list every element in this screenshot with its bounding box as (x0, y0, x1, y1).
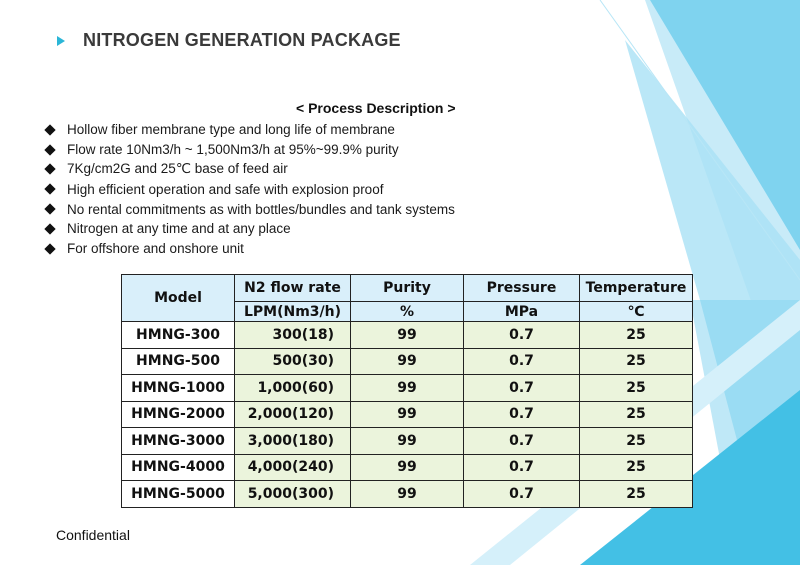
table-row (122, 428, 693, 455)
list-item (42, 179, 455, 199)
cell-temperature: 25 (580, 428, 693, 455)
list-item (42, 120, 455, 140)
cell-purity: 99 (351, 454, 464, 481)
cell-purity: 99 (351, 481, 464, 508)
unit-pressure: MPa (464, 302, 580, 322)
header-model: Model (122, 275, 235, 322)
process-bullet-list (42, 120, 455, 259)
cell-purity: 99 (351, 322, 464, 349)
cell-flow-rate: 300(18) (235, 322, 351, 349)
cell-flow-rate: 4,000(240) (235, 454, 351, 481)
triangle-right-icon (57, 36, 65, 46)
unit-flow-rate: LPM(Nm3/h) (235, 302, 351, 322)
cell-pressure: 0.7 (464, 401, 580, 428)
cell-pressure: 0.7 (464, 375, 580, 402)
cell-model: HMNG-5000 (122, 481, 235, 508)
cell-flow-rate: 1,000(60) (235, 375, 351, 402)
cell-temperature: 25 (580, 322, 693, 349)
cell-model: HMNG-1000 (122, 375, 235, 402)
header-purity: Purity (351, 275, 464, 302)
diamond-icon (44, 164, 55, 175)
cell-temperature: 25 (580, 375, 693, 402)
cell-purity: 99 (351, 375, 464, 402)
table-row (122, 401, 693, 428)
cell-flow-rate: 5,000(300) (235, 481, 351, 508)
cell-pressure: 0.7 (464, 454, 580, 481)
cell-model: HMNG-300 (122, 322, 235, 349)
cell-flow-rate: 3,000(180) (235, 428, 351, 455)
cell-temperature: 25 (580, 454, 693, 481)
bullet-text: High efficient operation and safe with explosion proof (67, 181, 384, 197)
cell-pressure: 0.7 (464, 428, 580, 455)
cell-model: HMNG-4000 (122, 454, 235, 481)
table-row (122, 375, 693, 402)
unit-temperature: ℃ (580, 302, 693, 322)
list-item (42, 160, 455, 180)
bullet-text: For offshore and onshore unit (67, 241, 244, 257)
diamond-icon (44, 124, 55, 135)
confidential-label: Confidential (56, 527, 130, 543)
specs-table (121, 274, 693, 508)
cell-model: HMNG-2000 (122, 401, 235, 428)
list-item (42, 140, 455, 160)
cell-pressure: 0.7 (464, 322, 580, 349)
diamond-icon (44, 184, 55, 195)
cell-purity: 99 (351, 428, 464, 455)
bullet-text: Flow rate 10Nm3/h ~ 1,500Nm3/h at 95%~99.9% purity (67, 142, 399, 158)
list-item (42, 239, 455, 259)
header-flow-rate: N2 flow rate (235, 275, 351, 302)
cell-temperature: 25 (580, 401, 693, 428)
cell-temperature: 25 (580, 348, 693, 375)
list-item (42, 219, 455, 239)
cell-purity: 99 (351, 401, 464, 428)
process-heading: < Process Description > (296, 100, 456, 116)
cell-temperature: 25 (580, 481, 693, 508)
table-header-row (122, 275, 693, 302)
unit-purity: % (351, 302, 464, 322)
diamond-icon (44, 243, 55, 254)
list-item (42, 199, 455, 219)
table-row (122, 481, 693, 508)
bullet-text: Hollow fiber membrane type and long life of membrane (67, 122, 395, 138)
bullet-text: No rental commitments as with bottles/bundles and tank systems (67, 201, 455, 217)
table-row (122, 454, 693, 481)
page-title: NITROGEN GENERATION PACKAGE (83, 30, 401, 50)
cell-purity: 99 (351, 348, 464, 375)
table-row (122, 322, 693, 349)
header-temperature: Temperature (580, 275, 693, 302)
table-row (122, 348, 693, 375)
cell-pressure: 0.7 (464, 481, 580, 508)
bullet-text: 7Kg/cm2G and 25℃ base of feed air (67, 161, 288, 177)
cell-model: HMNG-500 (122, 348, 235, 375)
cell-flow-rate: 2,000(120) (235, 401, 351, 428)
diamond-icon (44, 144, 55, 155)
header-pressure: Pressure (464, 275, 580, 302)
diamond-icon (44, 203, 55, 214)
cell-pressure: 0.7 (464, 348, 580, 375)
diamond-icon (44, 223, 55, 234)
title-row (57, 30, 401, 51)
cell-model: HMNG-3000 (122, 428, 235, 455)
cell-flow-rate: 500(30) (235, 348, 351, 375)
bullet-text: Nitrogen at any time and at any place (67, 221, 291, 237)
